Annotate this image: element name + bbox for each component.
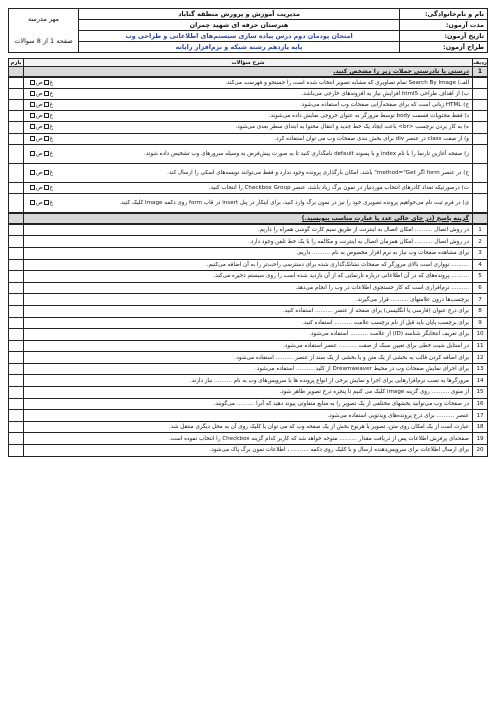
exam-header: [8, 8, 488, 53]
false-checkbox[interactable]: [30, 102, 35, 107]
row-number-cell: [473, 122, 488, 133]
fill-blank-question[interactable]: .......... پرونده‌های که در آن اطلاعاتی درباره تارنمایی که از آن بازدید شده است را روی سیستم ذخیره می‌کند.: [24, 271, 473, 283]
fill-blank-row: [9, 329, 488, 341]
fill-blank-question[interactable]: در روش اتصال .......... امکان اتصال به اینترنت از طریق سیم کارت گوشی همراه را داریم.: [24, 224, 473, 236]
score-cell: [9, 398, 24, 410]
true-false-row: [9, 163, 488, 182]
row-number: 12: [473, 352, 488, 364]
row-number-cell: [473, 182, 488, 193]
true-false-options: [29, 184, 59, 192]
score-cell: [9, 111, 24, 122]
section2-title: گزینه پاسخ (در جای خالی عدد یا عبارت مناسب بنویسید.): [24, 213, 473, 223]
question-text: ح) در عنصر form اگر method="Get" باشد، امکان بارگذاری پرونده وجود ندارد و فقط می‌توانند نویسه‌های اسکی را ارسال کند.: [167, 169, 469, 176]
score-cell: [9, 259, 24, 271]
row-number-cell: [473, 163, 488, 182]
fill-blank-row: [9, 271, 488, 283]
row-number-cell: [473, 193, 488, 212]
fill-blank-question[interactable]: در روش اتصال .......... امکان همزمان اتصال به اینترنت و مکالمه را با یک خط تلفن وجود دارد.: [24, 236, 473, 248]
true-checkbox[interactable]: [44, 136, 49, 141]
fill-blank-row: [9, 224, 488, 236]
row-number-cell: [473, 144, 488, 163]
true-false-options: [29, 112, 59, 120]
score-cell: [9, 163, 24, 182]
score-cell: [9, 282, 24, 294]
row-number: 13: [473, 363, 488, 375]
row-number: 8: [473, 305, 488, 317]
true-false-row: [9, 144, 488, 163]
question-text: ت) درصورتیکه تعداد کادرهای انتخاب موردنیاز در نمون برگ زیاد باشد، عنصر Checkbox Group را انتخاب کنید.: [208, 184, 469, 191]
false-checkbox[interactable]: [30, 170, 35, 175]
true-label: ص: [36, 102, 43, 109]
false-checkbox[interactable]: [30, 136, 35, 141]
true-false-row: [9, 78, 488, 89]
true-label: ص: [36, 135, 43, 142]
true-false-options: [29, 79, 59, 87]
score-cell: [9, 247, 24, 259]
question-text: ز) صفحه آغازین تارنما را با نام index و با پسوند default نامگذاری کنید تا به صورت پیش‌فرض به وسیله سرورهای وب تشخیص داده شوند.: [144, 150, 469, 157]
row-number: 19: [473, 433, 488, 445]
row-number-cell: [473, 89, 488, 100]
question-text: ج) HTML زبانی است که برای صفحه‌آرایی صفحات وب استفاده می‌شود.: [299, 102, 469, 109]
row-number: 9: [473, 317, 488, 329]
true-checkbox[interactable]: [44, 185, 49, 190]
question-cell: [24, 122, 473, 133]
row-number: 1: [473, 224, 488, 236]
false-label: غ: [49, 184, 54, 191]
score-cell: [9, 363, 24, 375]
row-number: 16: [473, 398, 488, 410]
section2-title-row: [9, 213, 488, 223]
fill-blank-question[interactable]: برای اجرای نمایش صفحات وب در محیط Dreamweaver از کلید .......... استفاده می‌شود.: [24, 363, 473, 375]
section2-header-table: [8, 213, 488, 224]
score-cell: [9, 193, 24, 212]
false-label: غ: [49, 113, 54, 120]
fill-blank-question[interactable]: .......... نوواری است بالای مرورگر که صفحات نشانک‌گذاری شده برای دسترسی راحت‌تر را به آن اضافه می‌کنیم.: [24, 259, 473, 271]
false-label: غ: [49, 102, 54, 109]
false-checkbox[interactable]: [30, 113, 35, 118]
true-false-row: [9, 111, 488, 122]
false-checkbox[interactable]: [30, 91, 35, 96]
score-cell: [9, 352, 24, 364]
true-checkbox[interactable]: [44, 91, 49, 96]
fill-blank-table: [8, 224, 488, 457]
true-label: ص: [36, 124, 43, 131]
fill-blank-question[interactable]: برای تعریف انتخابگر شناسه (ID) از علامت .......... استفاده می‌شود.: [24, 329, 473, 341]
false-label: غ: [49, 169, 54, 176]
row-number: 3: [473, 247, 488, 259]
question-text: د) فقط محتویات قسمت body توسط مرورگر به عنوان خروجی نمایش داده می‌شوند.: [268, 113, 469, 120]
false-checkbox[interactable]: [30, 124, 35, 129]
fill-blank-row: [9, 433, 488, 445]
row-number: 7: [473, 294, 488, 306]
true-false-options: [29, 101, 59, 109]
true-checkbox[interactable]: [44, 170, 49, 175]
false-label: غ: [49, 150, 54, 157]
score-cell: [9, 421, 24, 433]
true-checkbox[interactable]: [44, 102, 49, 107]
question-text: ب) از اهداف طراحی html5 افزایش نیاز به افزونه‌های خارجی می‌باشد.: [301, 91, 469, 98]
true-false-row: [9, 122, 488, 133]
school-line: هنرستان حرفه ای شهید چمران: [79, 20, 400, 31]
question-cell: [24, 78, 473, 89]
fill-blank-question[interactable]: برای ارسال اطلاعات برای سرویس‌دهنده ارسال و با کلیک روی دکمه .......... ، اطلاعات نمون برگ پاک می‌شود.: [24, 445, 473, 457]
fill-blank-row: [9, 236, 488, 248]
question-text: ی) در فرم ثبت نام می‌خواهیم پرونده تصویری خود را نیز در نمون برگ وارد کنید، برای اینکار در پنل insert در قاب form روی دکمه Image کلیک کنید.: [119, 199, 469, 206]
fill-blank-row: [9, 375, 488, 387]
true-false-options: [29, 199, 59, 207]
fill-blank-question[interactable]: از منوی .......... روی گزینه image کلیک می کنیم تا پنجره درج تصویر ظاهر شود.: [24, 387, 473, 399]
fill-blank-question[interactable]: در استایل شیت خطی برای تعیین سبک از صفت .......... عنصر استفاده می‌شود.: [24, 340, 473, 352]
true-label: ص: [36, 184, 43, 191]
true-label: ص: [36, 91, 43, 98]
question-cell: [24, 100, 473, 111]
fill-blank-question[interactable]: صفحه‌ای پرفرش اطلاعات پس از دریافت مقدار .......... متوجه خواهد شد که کاربر کدام گزینه Checkbox را انتخاب نموده است.: [24, 433, 473, 445]
true-checkbox[interactable]: [44, 80, 49, 85]
questions-table: [8, 58, 488, 77]
exam-line: امتحان پودمان دوم درس پیاده سازی سیستم‌های اطلاعاتی و طراحی وب: [79, 31, 400, 42]
true-false-row: [9, 193, 488, 212]
score-cell: [9, 78, 24, 89]
fill-blank-question[interactable]: برای درج عنوان (فارسی یا انگلیسی) برای صفحه از عنصر .......... استفاده کنید.: [24, 305, 473, 317]
false-label: غ: [49, 199, 54, 206]
score-cell: [9, 445, 24, 457]
section1-title-row: [9, 67, 488, 77]
score-cell: [9, 122, 24, 133]
time-label: مدت آزمون:: [400, 20, 488, 31]
score-cell: [9, 271, 24, 283]
true-checkbox[interactable]: [44, 151, 49, 156]
score-cell: [9, 305, 24, 317]
score-cell: [9, 329, 24, 341]
false-label: غ: [49, 135, 54, 142]
true-false-options: [29, 150, 59, 158]
fill-blank-question[interactable]: در صفحات وب می‌توانید بخشهای مختلفی از یک تصویر را به منابع متفاوتی پیوند دهید که آنرا .......... می‌گویند.: [24, 398, 473, 410]
false-checkbox[interactable]: [30, 185, 35, 190]
score-cell: [9, 67, 24, 77]
stamp-label: مهر مدرسه: [27, 15, 60, 23]
true-false-row: [9, 133, 488, 144]
row-number-cell: [473, 78, 488, 89]
true-label: ص: [36, 80, 43, 86]
fill-blank-row: [9, 410, 488, 422]
fill-blank-row: [9, 398, 488, 410]
col-questions-header: شرح سؤالات: [24, 59, 473, 67]
score-cell: [9, 89, 24, 100]
question-cell: [24, 144, 473, 163]
score-cell: [9, 213, 24, 223]
fill-blank-question[interactable]: برای اضافه کردن قالب به بخشی از یک متن و یا بخشی از یک سند از عنصر .......... استفاده می‌شود.: [24, 352, 473, 364]
true-checkbox[interactable]: [44, 124, 49, 129]
score-cell: [9, 294, 24, 306]
column-header-row: [9, 59, 488, 67]
true-false-options: [29, 169, 59, 177]
page-info: صفحه 1 از 8 سوالات: [14, 37, 73, 46]
true-false-table: [8, 77, 488, 213]
row-number: 6: [473, 282, 488, 294]
true-false-options: [29, 123, 59, 131]
score-cell: [9, 317, 24, 329]
false-label: غ: [49, 124, 54, 131]
row-number-cell: [473, 111, 488, 122]
fill-blank-row: [9, 352, 488, 364]
row-number: 5: [473, 271, 488, 283]
true-label: ص: [36, 150, 43, 157]
score-cell: [9, 182, 24, 193]
question-cell: [24, 133, 473, 144]
fill-blank-question[interactable]: برچسب‌ها درون علامتهای .......... قرار می‌گیرند.: [24, 294, 473, 306]
fill-blank-question[interactable]: مرورگرها به نصب نرم‌افزارهایی برای اجرا و نمایش برخی از انواع پرونده ها یا سرویس‌های وب به نام .......... نیاز دارند.: [24, 375, 473, 387]
section-number: [473, 213, 488, 223]
question-text: ه) به کار بردن برچسب <br> باعث ایجاد یک خط جدید و انتقال محتوا به ابتدای سطر بعدی می‌شود.: [235, 124, 469, 131]
fill-blank-row: [9, 445, 488, 457]
score-cell: [9, 100, 24, 111]
question-cell: [24, 182, 473, 193]
score-cell: [9, 224, 24, 236]
fill-blank-row: [9, 421, 488, 433]
score-cell: [9, 133, 24, 144]
false-checkbox[interactable]: [30, 80, 35, 85]
date-label: تاریخ آزمون:: [400, 31, 488, 42]
fill-blank-row: [9, 294, 488, 306]
grade-line: پایه یازدهم رشته شبکه و نرم‌افزار رایانه: [79, 42, 400, 53]
fill-blank-row: [9, 363, 488, 375]
true-false-options: [29, 90, 59, 98]
fill-blank-question[interactable]: عبارت است از یک امکان روی متن، تصویر یا هرنوع بخش از یک صفحه وب که می توان با کلیک روی آن به محل دیگری منتقل شد.: [24, 421, 473, 433]
fill-blank-question[interactable]: عنصر .......... برای درج پرونده‌های ویدئویی استفاده می‌شود.: [24, 410, 473, 422]
row-number-cell: [473, 133, 488, 144]
true-label: ص: [36, 113, 43, 120]
row-number: 20: [473, 445, 488, 457]
true-false-row: [9, 100, 488, 111]
fill-blank-row: [9, 387, 488, 399]
fill-blank-row: [9, 340, 488, 352]
false-checkbox[interactable]: [30, 200, 35, 205]
score-cell: [9, 144, 24, 163]
false-label: غ: [49, 91, 54, 98]
col-num-header: ردیف: [473, 59, 487, 66]
row-number: 11: [473, 340, 488, 352]
row-number: 4: [473, 259, 488, 271]
question-cell: [24, 163, 473, 182]
true-label: ص: [36, 169, 43, 176]
designer-label: طراح آزمون:: [400, 42, 488, 53]
false-checkbox[interactable]: [30, 151, 35, 156]
true-false-options: [29, 135, 59, 143]
section-number: 1: [473, 67, 488, 77]
row-number: 18: [473, 421, 488, 433]
true-checkbox[interactable]: [44, 200, 49, 205]
section1-title: درستی یا نادرستی جملات زیر را مشخص کنید.: [24, 67, 473, 77]
org-line: مدیریت آموزش و پرورش منطقه گناباد: [79, 9, 400, 20]
false-label: غ: [49, 80, 54, 86]
fill-blank-row: [9, 305, 488, 317]
question-cell: [24, 111, 473, 122]
score-cell: [9, 433, 24, 445]
row-number: 17: [473, 410, 488, 422]
col-score-header: بارم: [9, 59, 24, 67]
true-checkbox[interactable]: [44, 113, 49, 118]
score-cell: [9, 375, 24, 387]
row-number: 10: [473, 329, 488, 341]
row-number: 14: [473, 375, 488, 387]
question-text: و) از صفت class در عنصر div برای بخش بندی صفحات وب می توان استفاده کرد.: [274, 135, 469, 142]
question-cell: [24, 193, 473, 212]
row-number: 15: [473, 387, 488, 399]
row-number-cell: [473, 100, 488, 111]
question-cell: [24, 89, 473, 100]
true-label: ص: [36, 199, 43, 206]
fill-blank-row: [9, 282, 488, 294]
question-text: الف) Search By Image تمام تصاویری که مشابه تصویر انتخاب شده است را جستجو و فهرست می‌کند.: [225, 80, 469, 86]
name-label: نام و نام‌خانوادگی:: [400, 9, 488, 20]
fill-blank-question[interactable]: برای برچسب پایان باید قبل از نام برچسب علامت .......... استفاده کنید.: [24, 317, 473, 329]
fill-blank-row: [9, 247, 488, 259]
score-cell: [9, 387, 24, 399]
true-false-row: [9, 182, 488, 193]
row-number: 2: [473, 236, 488, 248]
fill-blank-row: [9, 317, 488, 329]
score-cell: [9, 236, 24, 248]
fill-blank-question[interactable]: برای مشاهده صفحات وب نیاز به نرم افزار مخصوص به نام .......... داریم.: [24, 247, 473, 259]
stamp-box: [9, 9, 79, 53]
fill-blank-question[interactable]: .......... نرم‌افزاری است که کار جستجوی اطلاعات در وب را انجام می‌دهد.: [24, 282, 473, 294]
fill-blank-row: [9, 259, 488, 271]
score-cell: [9, 410, 24, 422]
score-cell: [9, 340, 24, 352]
true-false-row: [9, 89, 488, 100]
